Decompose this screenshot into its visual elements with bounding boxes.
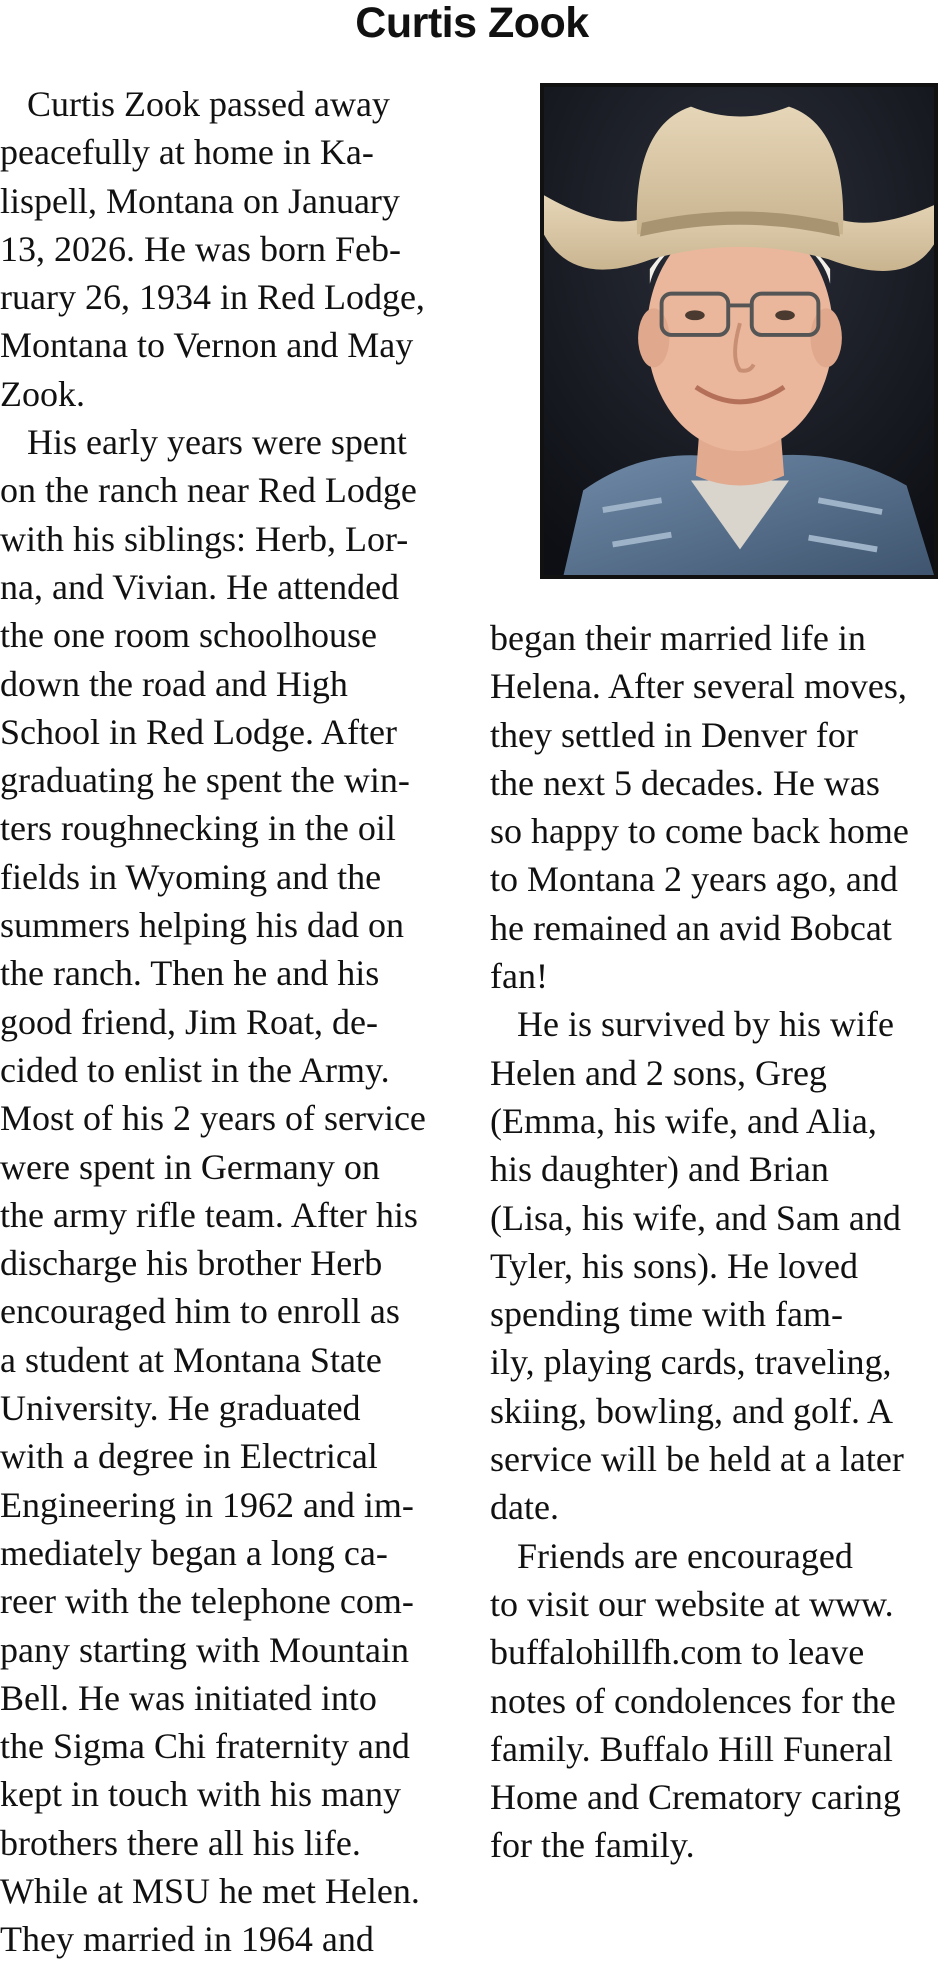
text-line: mediately began a long ca- [0, 1532, 388, 1573]
text-line: to visit our website at www. [490, 1583, 894, 1624]
text-line: (Lisa, his wife, and Sam and [490, 1197, 901, 1238]
text-line: Friends are encouraged [490, 1535, 853, 1576]
text-line: buffalohillfh.com to leave [490, 1632, 865, 1673]
text-line: he remained an avid Bobcat [490, 907, 892, 948]
text-line: ily, playing cards, traveling, [490, 1342, 892, 1383]
text-line: graduating he spent the win- [0, 760, 410, 801]
text-line: on the ranch near Red Lodge [0, 470, 417, 511]
text-line: the Sigma Chi fraternity and [0, 1726, 410, 1767]
text-line: with a degree in Electrical [0, 1436, 378, 1477]
text-line: down the road and High [0, 663, 348, 704]
text-line: kept in touch with his many [0, 1774, 401, 1815]
text-line: a student at Montana State [0, 1339, 382, 1380]
portrait-photo [540, 83, 938, 579]
text-line: they settled in Denver for [490, 714, 858, 755]
text-line: the army rifle team. After his [0, 1194, 418, 1235]
text-line: discharge his brother Herb [0, 1243, 383, 1284]
text-line: Bell. He was initiated into [0, 1677, 377, 1718]
text-line: so happy to come back home [490, 811, 909, 852]
text-line: He is survived by his wife [490, 1004, 894, 1045]
text-line: encouraged him to enroll as [0, 1291, 400, 1332]
text-line: with his siblings: Herb, Lor- [0, 518, 409, 559]
text-line: Zook. [0, 373, 85, 414]
obituary-title: Curtis Zook [355, 0, 589, 47]
text-line: While at MSU he met Helen. [0, 1870, 420, 1911]
text-line: the next 5 decades. He was [490, 762, 880, 803]
text-line: to Montana 2 years ago, and [490, 859, 898, 900]
text-line: family. Buffalo Hill Funeral [490, 1728, 893, 1769]
text-line: University. He graduated [0, 1388, 361, 1429]
text-line: Home and Crematory caring [490, 1777, 901, 1818]
text-line: good friend, Jim Roat, de- [0, 1001, 378, 1042]
text-line: began their married life in [490, 618, 866, 658]
text-line: Tyler, his sons). He loved [490, 1245, 858, 1286]
text-line: cided to enlist in the Army. [0, 1049, 390, 1090]
text-line: summers helping his dad on [0, 905, 404, 946]
text-line: brothers there all his life. [0, 1822, 361, 1863]
text-line: skiing, bowling, and golf. A [490, 1390, 893, 1431]
text-line: his daughter) and Brian [490, 1149, 829, 1190]
text-line: School in Red Lodge. After [0, 711, 397, 752]
text-line: They married in 1964 and [0, 1919, 374, 1960]
text-line: His early years were spent [0, 422, 407, 463]
text-line: ters roughnecking in the oil [0, 808, 396, 849]
text-line: fields in Wyoming and the [0, 856, 382, 897]
text-line: (Emma, his wife, and Alia, [490, 1100, 877, 1141]
text-line: 13, 2026. He was born Feb- [0, 228, 401, 269]
text-line: spending time with fam- [490, 1294, 843, 1335]
text-line: peacefully at home in Ka- [0, 132, 374, 173]
text-line: lispell, Montana on January [0, 180, 400, 221]
text-line: reer with the telephone com- [0, 1581, 414, 1622]
portrait-icon [544, 87, 934, 575]
text-line: the ranch. Then he and his [0, 953, 380, 994]
text-line: notes of condolences for the [490, 1680, 896, 1721]
text-line: Most of his 2 years of service [0, 1098, 426, 1139]
text-line: fan! [490, 956, 548, 997]
text-line: were spent in Germany on [0, 1146, 380, 1187]
text-line: Engineering in 1962 and im- [0, 1484, 414, 1525]
text-line: na, and Vivian. He attended [0, 566, 400, 607]
text-line: ruary 26, 1934 in Red Lodge, [0, 277, 425, 318]
text-line: date. [490, 1487, 559, 1528]
obituary-right-column [490, 614, 944, 1870]
text-line: Helen and 2 sons, Greg [490, 1052, 827, 1093]
text-line: Curtis Zook passed away [0, 84, 390, 124]
text-line: pany starting with Mountain [0, 1629, 409, 1670]
text-line: service will be held at a later [490, 1439, 904, 1480]
text-line: for the family. [490, 1825, 695, 1866]
text-line: Helena. After several moves, [490, 666, 907, 707]
text-line: the one room schoolhouse [0, 615, 377, 656]
text-line: Montana to Vernon and May [0, 325, 414, 366]
obituary-left-column [0, 80, 462, 1964]
